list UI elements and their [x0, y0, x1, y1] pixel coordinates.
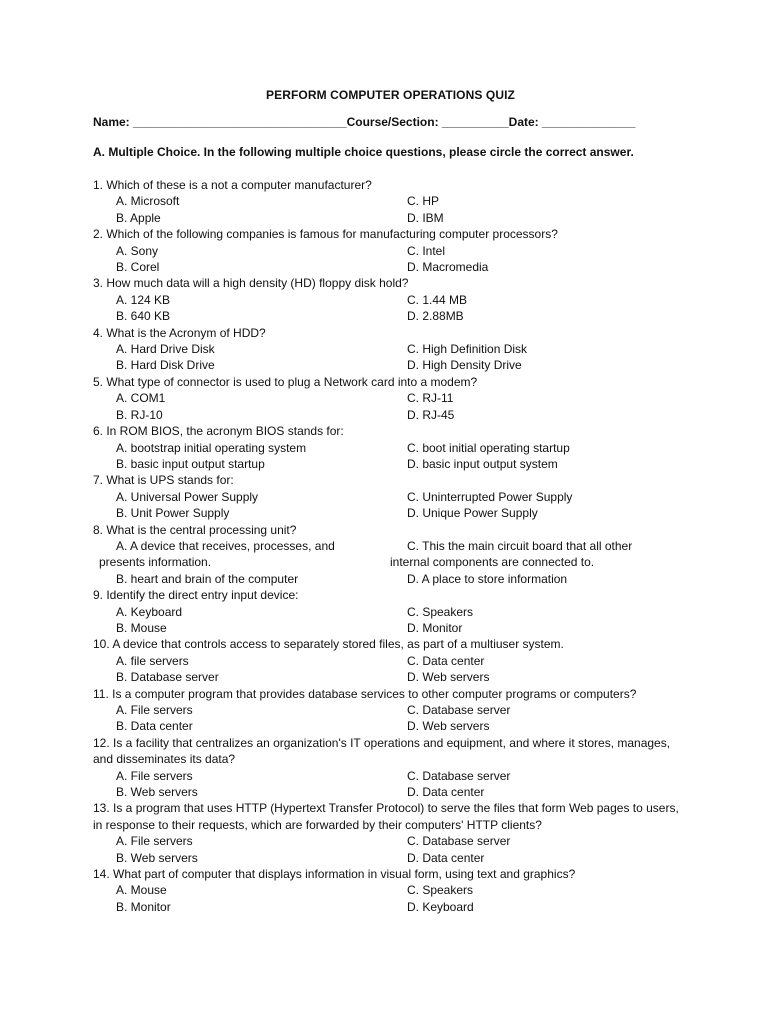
- option-d: D. Monitor: [407, 620, 463, 635]
- question-8: [93, 522, 688, 588]
- option-a: A. bootstrap initial operating system: [116, 440, 307, 455]
- option-d: D. A place to store information: [407, 571, 568, 586]
- question-10: [93, 636, 688, 685]
- option-c: C. Uninterrupted Power Supply: [407, 489, 573, 504]
- question-text: 3. How much data will a high density (HD) floppy disk hold?: [93, 276, 409, 291]
- option-b: B. 640 KB: [116, 309, 171, 324]
- question-text: 1. Which of these is a not a computer manufacturer?: [93, 178, 372, 192]
- option-b: B. Mouse: [116, 620, 167, 635]
- option-c-continued: internal components are connected to.: [390, 555, 595, 570]
- question-5: [93, 374, 688, 423]
- option-d: D. Macromedia: [407, 260, 489, 275]
- option-a: A. File servers: [116, 834, 193, 849]
- option-b: B. Monitor: [116, 899, 171, 914]
- option-d: D. basic input output system: [407, 456, 558, 471]
- option-a: A. Hard Drive Disk: [116, 342, 215, 357]
- option-c: C. Intel: [407, 243, 446, 258]
- option-c: C. RJ-11: [407, 391, 454, 406]
- option-d: D. RJ-45: [407, 407, 455, 422]
- option-a: A. file servers: [116, 653, 189, 668]
- question-3: [93, 275, 688, 324]
- option-b: B. Apple: [116, 210, 161, 225]
- option-c: C. Speakers: [407, 883, 474, 898]
- option-d: D. IBM: [407, 210, 444, 225]
- student-info-line: Name: ________________________________Course/Section: __________Date: ______________: [93, 115, 636, 129]
- option-d: D. High Density Drive: [407, 358, 522, 373]
- option-d: D. Keyboard: [407, 899, 474, 914]
- question-text: 12. Is a facility that centralizes an organization's IT operations and equipment, and where it stores, manages, and disseminates its data?: [93, 735, 671, 767]
- option-a: A. Sony: [116, 243, 159, 258]
- question-text: 14. What part of computer that displays information in visual form, using text and graphics?: [93, 867, 576, 882]
- question-2: [93, 226, 688, 275]
- option-c: C. HP: [407, 194, 440, 209]
- question-9: [93, 587, 688, 636]
- option-c: C. Speakers: [407, 604, 474, 619]
- question-7: [93, 472, 688, 521]
- option-a: A. Universal Power Supply: [116, 489, 259, 504]
- option-d: D. 2.88MB: [407, 309, 464, 324]
- option-b: B. Hard Disk Drive: [116, 358, 215, 373]
- question-text: 8. What is the central processing unit?: [93, 522, 297, 537]
- option-a: A. Microsoft: [116, 194, 180, 209]
- option-b: B. Data center: [116, 719, 193, 734]
- option-b: B. Web servers: [116, 785, 198, 800]
- option-c: C. This the main circuit board that all other: [407, 538, 633, 553]
- option-b: B. basic input output startup: [116, 456, 265, 471]
- option-d: D. Web servers: [407, 670, 490, 685]
- option-c: C. High Definition Disk: [407, 342, 528, 357]
- option-a: A. Mouse: [116, 883, 167, 898]
- option-a: A. A device that receives, processes, and: [116, 538, 335, 553]
- option-c: C. Data center: [407, 653, 485, 668]
- question-12: [93, 735, 688, 801]
- question-text: 6. In ROM BIOS, the acronym BIOS stands for:: [93, 424, 344, 439]
- question-4: [93, 325, 688, 374]
- question-text: 13. Is a program that uses HTTP (Hypertext Transfer Protocol) to serve the files that form Web pages to users, in response to their requests, which are forwarded by their computers' HTTP clients?: [93, 801, 679, 832]
- option-d: D. Unique Power Supply: [407, 506, 538, 521]
- question-list: [93, 177, 688, 915]
- option-a: A. Keyboard: [116, 604, 183, 619]
- option-c: C. Database server: [407, 834, 511, 849]
- option-c: C. boot initial operating startup: [407, 440, 570, 455]
- option-a: A. File servers: [116, 703, 193, 717]
- option-b: B. Web servers: [116, 850, 198, 865]
- option-a: A. File servers: [116, 768, 193, 783]
- option-b: B. Unit Power Supply: [116, 506, 230, 521]
- option-a: A. 124 KB: [116, 292, 171, 307]
- option-b: B. Corel: [116, 260, 160, 275]
- option-c: C. 1.44 MB: [407, 292, 468, 307]
- question-6: [93, 423, 688, 472]
- option-a-continued: presents information.: [99, 555, 212, 570]
- page-title: PERFORM COMPUTER OPERATIONS QUIZ: [266, 88, 515, 102]
- option-a: A. COM1: [116, 391, 166, 406]
- question-text: 10. A device that controls access to separately stored files, as part of a multiuser system.: [93, 637, 564, 652]
- question-text: 5. What type of connector is used to plug a Network card into a modem?: [93, 374, 478, 389]
- option-b: B. RJ-10: [116, 407, 163, 422]
- question-1: [93, 177, 688, 226]
- option-c: C. Database server: [407, 768, 511, 783]
- question-text: 11. Is a computer program that provides database services to other computer programs or computers?: [93, 686, 637, 701]
- option-b: B. heart and brain of the computer: [116, 571, 299, 586]
- option-b: B. Database server: [116, 670, 219, 685]
- option-d: D. Data center: [407, 785, 485, 800]
- question-text: 4. What is the Acronym of HDD?: [93, 325, 266, 340]
- question-text: 7. What is UPS stands for:: [93, 473, 234, 488]
- question-14: [93, 866, 688, 915]
- question-11: [93, 686, 688, 735]
- instructions: A. Multiple Choice. In the following multiple choice questions, please circle the correct answer.: [93, 145, 634, 159]
- question-text: 9. Identify the direct entry input device:: [93, 588, 299, 603]
- question-13: [93, 800, 688, 866]
- option-d: D. Web servers: [407, 719, 490, 734]
- question-text: 2. Which of the following companies is famous for manufacturing computer processors?: [93, 227, 558, 242]
- option-d: D. Data center: [407, 850, 485, 865]
- option-c: C. Database server: [407, 703, 511, 717]
